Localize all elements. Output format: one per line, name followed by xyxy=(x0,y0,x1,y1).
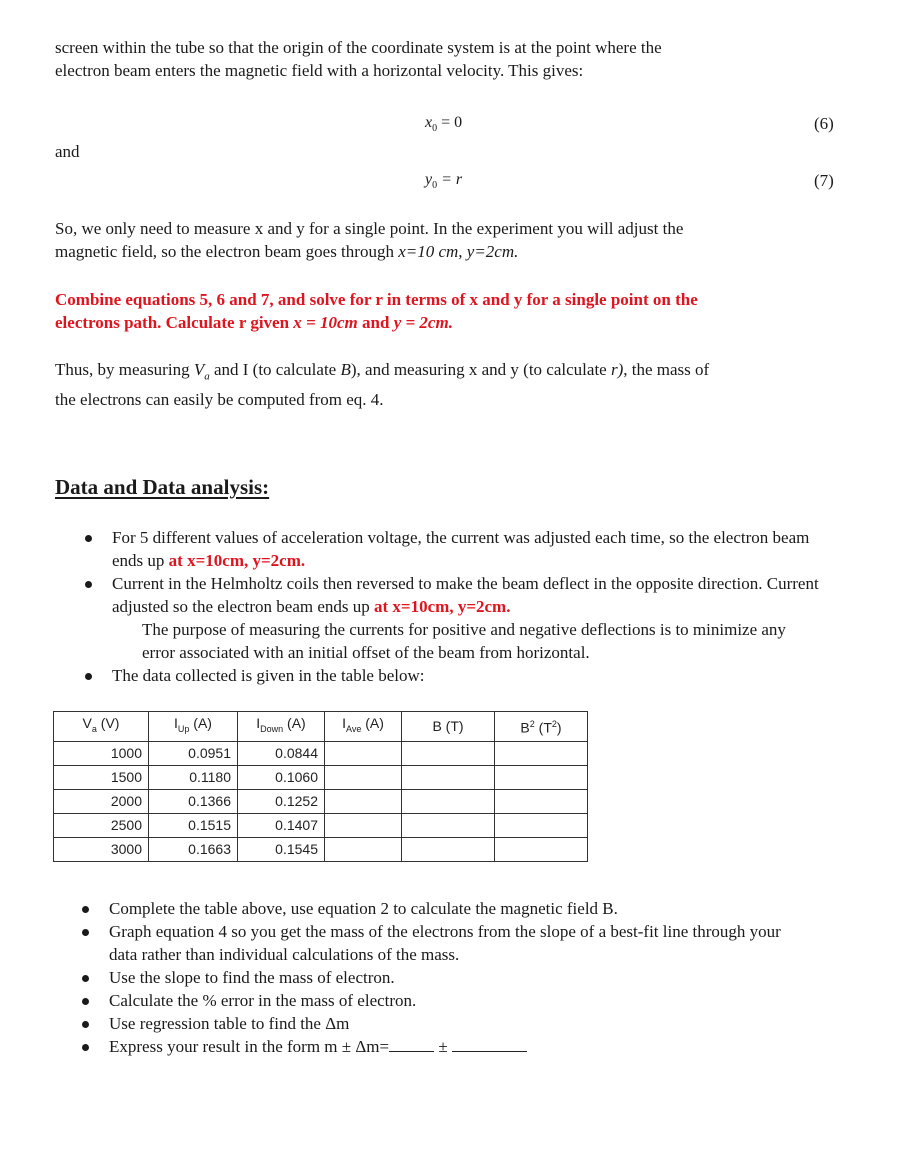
section-heading: Data and Data analysis: xyxy=(55,475,270,499)
bullet-icon xyxy=(82,1021,89,1028)
header-iup: $I_{Up}$ (A) xyxy=(149,712,238,742)
equation-6-number: (6) xyxy=(814,114,834,133)
bullet-icon xyxy=(85,673,92,680)
intro-line-2: electron beam enters the magnetic field with a horizontal velocity. This gives: xyxy=(55,61,584,80)
header-idown: $I_{Down}$ (A) xyxy=(238,712,325,742)
list-item: Calculate the % error in the mass of electron. xyxy=(109,989,809,1012)
mass-value-blank[interactable] xyxy=(389,1035,434,1052)
intro-paragraph xyxy=(55,36,835,82)
bullet-icon xyxy=(82,1044,89,1051)
header-b-squared: $B^2$ $(T^2)$ xyxy=(495,712,588,742)
table-header-row xyxy=(54,712,588,742)
table-row: 2500 0.1515 0.1407 xyxy=(54,813,588,837)
list-item: Use regression table to find the Δm xyxy=(109,1012,809,1035)
mass-uncertainty-blank[interactable] xyxy=(452,1035,527,1052)
and-text: and xyxy=(55,142,80,161)
data-description-list xyxy=(112,526,822,687)
equation-7-number: (7) xyxy=(814,171,834,190)
equation-6: $x_0 = 0$ xyxy=(425,114,463,135)
list-item: For 5 different values of acceleration voltage, the current was adjusted each time, so the electron beam ends up at x=10cm, y=2cm. xyxy=(112,526,822,572)
bullet-icon xyxy=(82,998,89,1005)
list-item: The data collected is given in the table below: xyxy=(112,664,822,687)
table-row: 1000 0.0951 0.0844 xyxy=(54,741,588,765)
list-item: Express your result in the form m ± Δm= ± xyxy=(109,1035,809,1058)
list-item: Use the slope to find the mass of electron. xyxy=(109,966,809,989)
list-item: Graph equation 4 so you get the mass of the electrons from the slope of a best-fit line through your data rather than individual calculations of the mass. xyxy=(109,920,809,966)
bullet-icon xyxy=(82,929,89,936)
bullet-icon xyxy=(85,535,92,542)
purpose-note: The purpose of measuring the currents for positive and negative deflections is to minimize any error associated with an initial offset of the beam from horizontal. xyxy=(142,620,786,662)
thus-paragraph: Thus, by measuring $V_a$ and I (to calculate B), and measuring x and y (to calculate r), the mass of the electrons can easily be computed from eq. 4. xyxy=(55,360,710,410)
measure-paragraph: So, we only need to measure x and y for a single point. In the experiment you will adjust the magnetic field, so the electron beam goes through x=10 cm, y=2cm. xyxy=(55,219,684,261)
intro-line-1: screen within the tube so that the origin of the coordinate system is at the point where the xyxy=(55,38,662,57)
table-row: 1500 0.1180 0.1060 xyxy=(54,765,588,789)
task-list xyxy=(109,897,809,1058)
equation-7: $y_0 = r$ xyxy=(425,171,463,192)
bullet-icon xyxy=(82,975,89,982)
bullet-icon xyxy=(85,581,92,588)
header-b: B (T) xyxy=(402,712,495,742)
task-instruction: Combine equations 5, 6 and 7, and solve for r in terms of x and y for a single point on the electrons path. Calculate r given x = 10cm and y = 2cm. xyxy=(55,290,698,332)
data-table xyxy=(53,711,588,862)
header-iave: $I_{Ave}$ (A) xyxy=(325,712,402,742)
header-va: $V_a$ (V) xyxy=(54,712,149,742)
list-item: Current in the Helmholtz coils then reversed to make the beam deflect in the opposite direction. Current adjusted so the electron beam ends up at x=10cm, y=2cm. The purpose of measuring the currents for positive and negative deflections is to minimize any error associated with an initial offset of the beam from horizontal. xyxy=(112,572,822,664)
list-item: Complete the table above, use equation 2 to calculate the magnetic field B. xyxy=(109,897,809,920)
bullet-icon xyxy=(82,906,89,913)
table-row: 2000 0.1366 0.1252 xyxy=(54,789,588,813)
table-row: 3000 0.1663 0.1545 xyxy=(54,837,588,861)
